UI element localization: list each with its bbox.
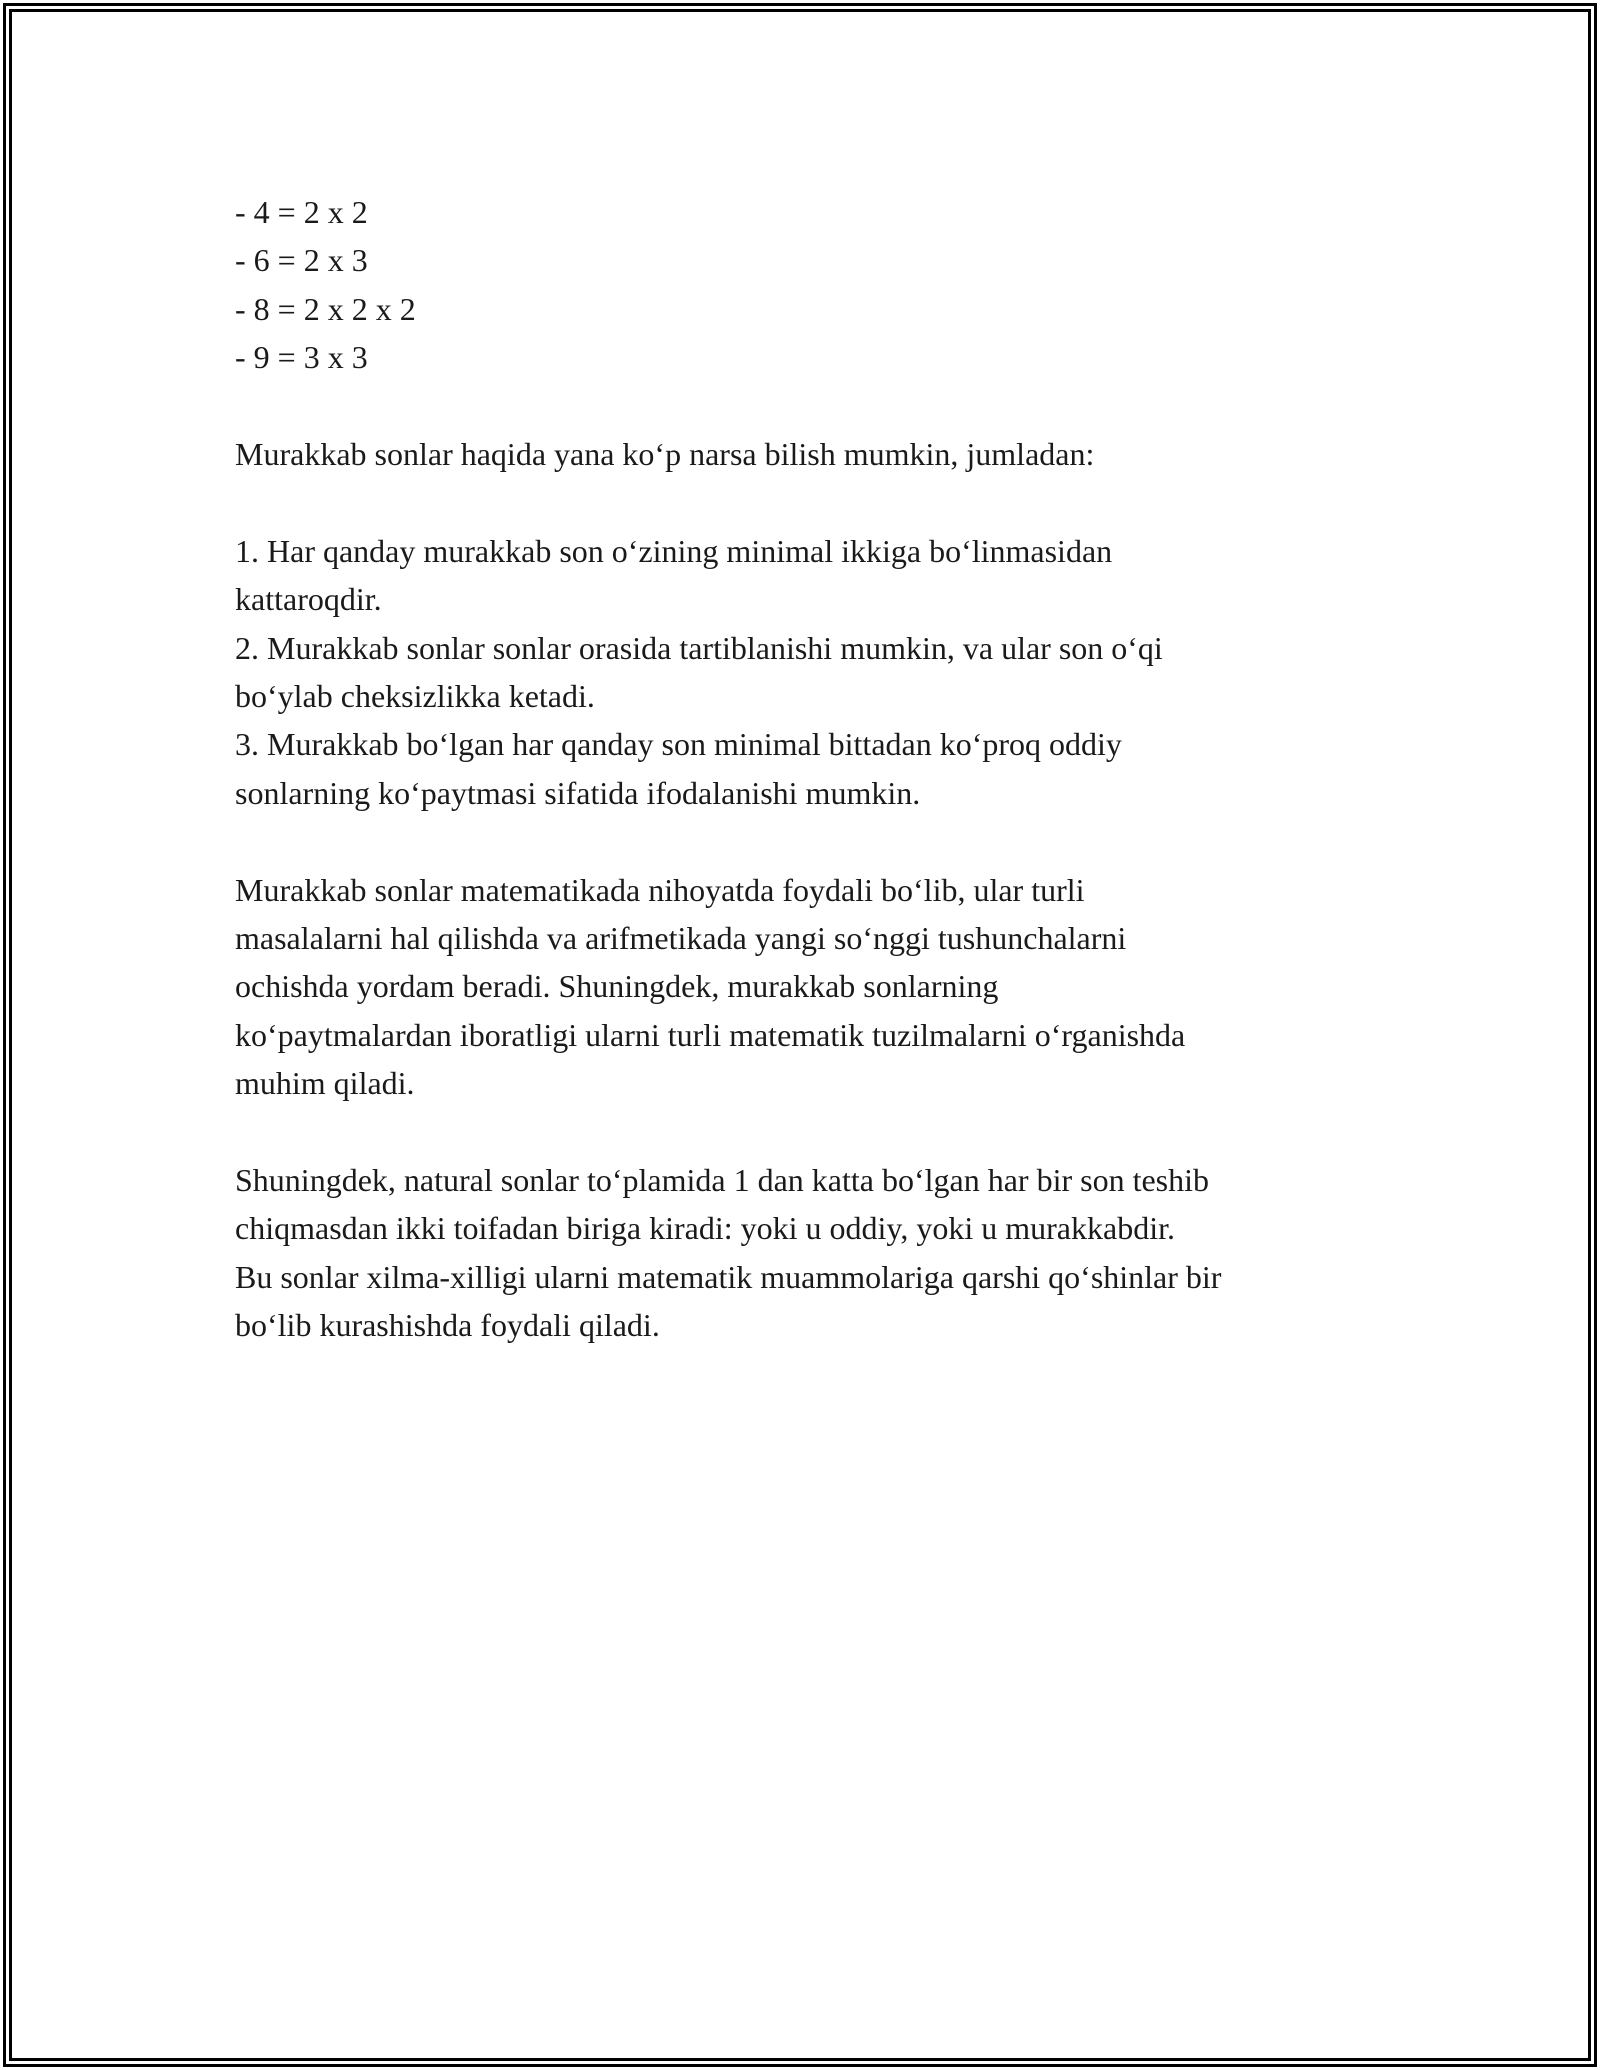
factorization-line: - 6 = 2 x 3 <box>235 242 368 279</box>
list-line: 1. Har qanday murakkab son o‘zining minimal ikkiga bo‘linmasidan <box>235 532 1113 569</box>
paragraph-line: masalalarni hal qilishda va arifmetikada yangi so‘nggi tushunchalarni <box>235 920 1127 957</box>
intro-line: Murakkab sonlar haqida yana ko‘p narsa bilish mumkin, jumladan: <box>235 436 1095 473</box>
paragraph-line: muhim qiladi. <box>235 1065 415 1102</box>
paragraph-line: ko‘paytmalardan iboratligi ularni turli matematik tuzilmalarni o‘rganishda <box>235 1016 1186 1053</box>
paragraph-line: chiqmasdan ikki toifadan biriga kiradi: yoki u oddiy, yoki u murakkabdir. <box>235 1210 1175 1247</box>
usefulness-paragraph <box>235 866 1375 1108</box>
list-line: 3. Murakkab bo‘lgan har qanday son minimal bittadan ko‘proq oddiy <box>235 726 1122 763</box>
list-line: bo‘ylab cheksizlikka ketadi. <box>235 678 595 715</box>
paragraph-line: bo‘lib kurashishda foydali qiladi. <box>235 1307 660 1344</box>
paragraph-line: ochishda yordam beradi. Shuningdek, murakkab sonlarning <box>235 968 999 1005</box>
factorization-line: - 9 = 3 x 3 <box>235 339 368 376</box>
paragraph-line: Shuningdek, natural sonlar to‘plamida 1 dan katta bo‘lgan har bir son teshib <box>235 1162 1209 1199</box>
list-line: 2. Murakkab sonlar sonlar orasida tartiblanishi mumkin, va ular son o‘qi <box>235 629 1163 666</box>
paragraph-line: Bu sonlar xilma-xilligi ularni matematik muammolariga qarshi qo‘shinlar bir <box>235 1258 1222 1295</box>
intro-paragraph <box>235 430 1375 478</box>
document-body <box>235 188 1375 1350</box>
factorization-line: - 4 = 2 x 2 <box>235 194 368 230</box>
factorization-line: - 8 = 2 x 2 x 2 <box>235 290 416 327</box>
list-line: kattaroqdir. <box>235 581 382 618</box>
list-line: sonlarning ko‘paytmasi sifatida ifodalanishi mumkin. <box>235 774 921 811</box>
paragraph-line: Murakkab sonlar matematikada nihoyatda foydali bo‘lib, ular turli <box>235 871 1085 908</box>
numbered-list <box>235 527 1375 817</box>
closing-paragraph <box>235 1156 1375 1350</box>
factorization-list <box>235 188 1375 382</box>
